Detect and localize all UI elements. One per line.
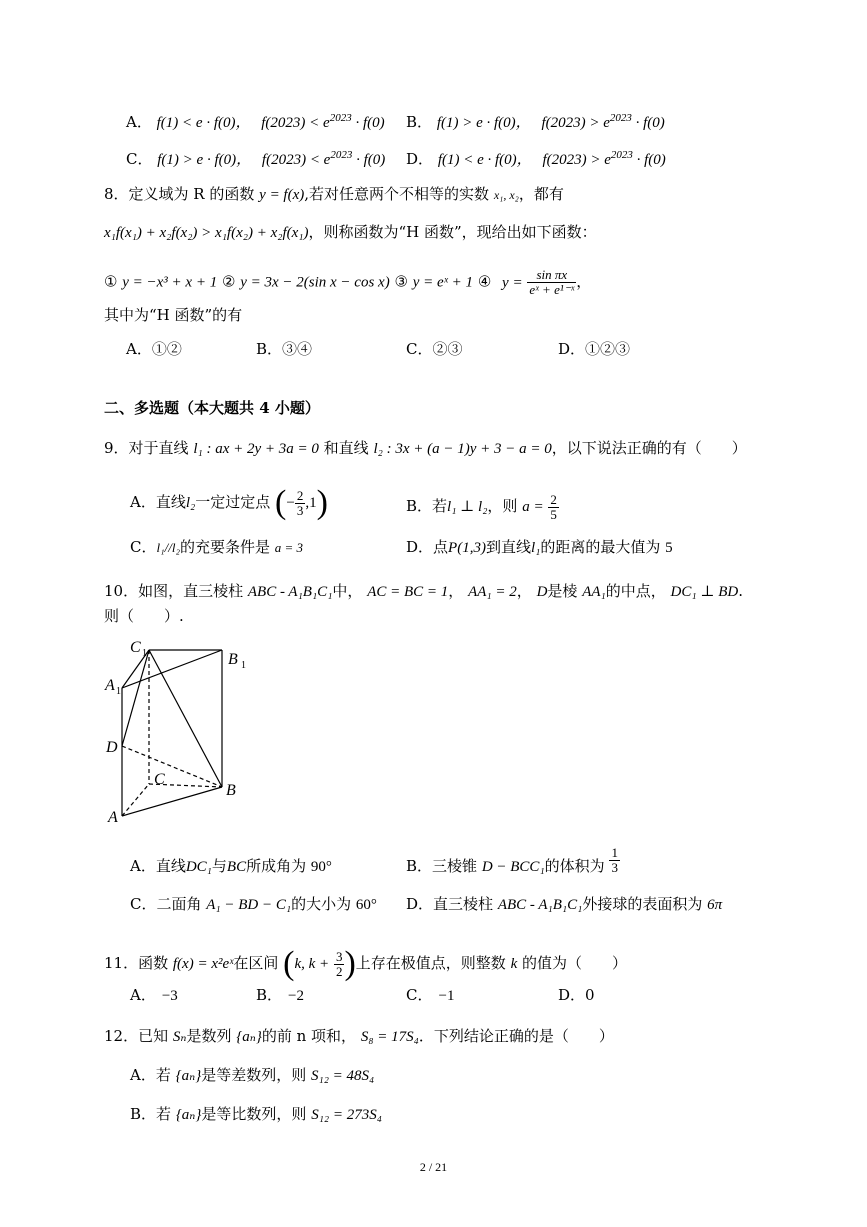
math: A₁ − BD − C₁ [206,897,292,913]
math: 5 [665,540,673,556]
option-text: ，则 [487,497,518,515]
math: {aₙ} [236,1029,262,1045]
math: l₁ : ax + 2y + 3a = 0 [193,441,319,457]
numerator: 2 [550,491,557,507]
option-text: 是等比数列，则 [201,1105,307,1123]
paren: ) [344,945,356,982]
option-text: f(1) < e · f(0)， [437,152,532,168]
edge-c1b [149,650,222,787]
circled-number: ② [221,272,236,291]
math: S₈ = 17S₄ [360,1029,419,1045]
option-text: 到直线 [485,538,531,556]
denominator: 2 [335,963,343,979]
math: D − BCC₁ [481,859,545,875]
math: ,1 [305,495,317,511]
q8-ask [104,305,242,325]
paren: ( [283,945,295,982]
option-text: D．直三棱柱 [406,895,494,913]
stem-text: ，则称函数为“H 函数”，现给出如下函数： [308,223,597,241]
q12-stem [104,1026,614,1047]
option-text: f(1) > e · f(0)， [157,152,252,168]
edge-db [122,746,222,787]
option-text: B．若 [130,1105,172,1123]
stem-text: ，都有 [518,185,564,203]
option-text: 所成角为 [246,857,307,875]
label-b: B [226,782,236,799]
option-label: B． [406,113,433,131]
stem-text: 的值为（ ） [522,954,628,972]
q8-stem [104,184,564,205]
section-heading: 二、多选题（本大题共 4 小题） [104,399,320,417]
label-a1: A [105,677,115,694]
stem-text: ， [576,272,592,291]
math: k [510,956,518,972]
stem-text: 11．函数 [104,954,169,972]
q9-option-d [406,537,673,558]
q10-option-d [406,894,722,915]
prism-figure [100,632,260,832]
numerator: 1 [611,845,618,860]
q7-option-b [406,108,665,133]
math: a = [522,499,544,515]
q7-option-d [406,145,666,170]
exponent: 2023 [329,112,352,124]
q8-option-b: B．③④ [256,340,313,358]
q8-option-d: D．①②③ [558,340,631,358]
fraction [609,846,620,875]
option-text: C．二面角 [130,895,202,913]
stem-text: ,若对任意两个不相等的实数 [304,185,490,203]
option-text: A．直线 [130,857,186,875]
option-label: B． [256,986,283,1004]
math: ABC - A₁B₁C₁ [497,897,583,913]
q8-option-a: A．①② [126,340,182,358]
option-text: f(1) > e · f(0)， [436,115,531,131]
q10-then: 则（ ）. [104,607,184,625]
option-label: A． [126,113,152,131]
option-text: A．直线 [130,493,186,511]
circled-number: ④ [477,272,492,291]
stem-text: 在区间 [233,954,279,972]
label-c1: C [130,639,141,656]
stem-text: 中， [332,582,363,600]
label-c: C [154,771,165,788]
math: S₁₂ = 273S₄ [311,1107,382,1123]
math: 6π [707,897,723,913]
q11-option-d: D．0 [558,986,595,1004]
label-a: A [108,809,118,826]
math: y = [502,274,523,291]
option-text: B．三棱锥 [406,857,478,875]
option-label: D． [406,150,434,168]
numerator: 3 [335,948,343,964]
math: l₁ [530,540,541,556]
math: −2 [288,988,304,1004]
stem-text: 的前 n 项和， [261,1027,357,1045]
math: −3 [161,988,178,1004]
math: − [286,495,295,511]
stem-text: 上存在极值点，则整数 [355,954,506,972]
q9-option-a [130,482,328,526]
math: {aₙ} [175,1107,202,1123]
math: k, k + [294,956,330,972]
numerator: 2 [296,487,304,503]
q8-option-c: C．②③ [406,340,463,358]
math: P(1,3) [448,540,486,556]
option-text: 的距离的最大值为 [540,538,661,556]
stem-text: 9．对于直线 [104,439,189,457]
edge-ab [122,787,222,816]
q10-option-a [130,856,332,877]
q11-option-b [256,985,304,1006]
denominator: 5 [550,506,557,522]
option-text: 的大小为 [291,895,352,913]
numerator: sin πx [527,268,576,283]
math: AA₁ = 2 [468,584,517,600]
option-text: C． [130,538,157,556]
option-text: 是等差数列，则 [201,1066,307,1084]
option-text: f(2023) < e [261,152,331,168]
fraction [295,489,306,518]
q12-option-b [130,1104,382,1125]
stem-text: 12．已知 [104,1027,169,1045]
denominator: eˣ + e¹⁻ˣ [529,282,575,297]
option-text: f(2023) < e [261,115,330,131]
q11-option-c [406,985,454,1006]
label-sub: 1 [241,660,246,671]
option-text: 的体积为 [544,857,605,875]
edge-ac [122,784,149,816]
option-text: 与 [211,857,227,875]
option-text: 的充要条件是 [179,538,270,556]
label-sub: 1 [116,686,121,697]
math: AA₁ [582,584,606,600]
stem-text: 是棱 [547,582,578,600]
stem-text: . [738,582,743,600]
math: x₁, x₂ [493,188,519,202]
math: ABC - A₁B₁C₁ [247,584,333,600]
edge-c1d [122,650,149,746]
math: 60° [355,897,377,913]
option-text: 外接球的表面积为 [582,895,703,913]
paren: ) [316,484,328,521]
option-label: C． [126,150,153,168]
option-text: A．若 [130,1066,171,1084]
stem-text: 和直线 [323,439,369,457]
math: x₁f(x₁) + x₂f(x₂) > x₁f(x₂) + x₂f(x₁) [104,225,309,241]
label-sub: 1 [142,648,147,659]
stem-text: 8．定义域为 R 的函数 [104,185,255,203]
math: DC₁ [185,859,212,875]
label-b1: B [228,651,238,668]
option-text: · f(0) [352,152,386,168]
stem-text: ，以下说法正确的有（ ） [551,439,747,457]
q10-stem [104,581,743,602]
q12-option-a [130,1065,374,1086]
math: {aₙ} [175,1068,202,1084]
stem-text: 其中为“H 函数”的有 [104,306,243,324]
math: y = −x³ + x + 1 [122,274,218,291]
q8-functions [104,268,591,297]
math: l₁ ⊥ l₂ [447,499,488,515]
q7-option-c [126,145,385,170]
exponent: 2023 [610,149,633,161]
paren: ( [275,484,287,521]
math: AC = BC = 1 [367,584,449,600]
option-text: · f(0) [351,115,385,131]
q10-option-b [406,846,620,887]
math: D [536,584,548,600]
math: y = f(x) [259,187,305,203]
math: y = 3x − 2(sin x − cos x) [240,274,390,291]
stem-text: 10．如图，直三棱柱 [104,582,244,600]
option-label: C． [406,986,433,1004]
math: f(x) = x²eˣ [172,956,234,972]
math: l₁//l₂ [156,540,180,555]
option-text: D．点 [406,538,449,556]
q11-stem [104,943,627,984]
stem-text: ．下列结论正确的是（ ） [418,1027,614,1045]
math: a = 3 [274,540,304,555]
fraction [548,493,559,522]
q9-option-c [130,537,303,558]
math: l₂ : 3x + (a − 1)y + 3 − a = 0 [373,441,552,457]
option-text: f(2023) > e [542,152,611,168]
q7-option-a [126,108,385,133]
option-text: · f(0) [632,152,666,168]
math: y = eˣ + 1 [412,274,474,291]
stem-text: ， [448,582,464,600]
circled-number: ③ [394,272,408,291]
q9-stem [104,438,747,459]
option-label: A． [130,986,156,1004]
fraction [527,268,576,297]
denominator: 3 [296,502,304,518]
stem-text: 是数列 [186,1027,232,1045]
math: −1 [438,988,455,1004]
math: Sₙ [172,1029,187,1045]
exponent: 2023 [609,112,632,124]
option-text: 一定过定点 [195,493,271,511]
option-text: f(2023) > e [541,115,610,131]
q10-option-c [130,894,377,915]
math: DC₁ ⊥ BD [670,584,739,600]
math: 90° [310,859,332,875]
circled-number: ① [104,272,118,291]
q9-option-b [406,486,559,527]
stem-text: ， [516,582,532,600]
page-number: 2 / 21 [419,1160,448,1174]
math: BC [226,859,247,875]
option-text: · f(0) [631,115,665,131]
q8-condition [104,222,597,243]
option-text: B．若 [406,497,448,515]
option-text: f(1) < e · f(0)， [156,115,251,131]
math: l₂ [185,495,196,511]
denominator: 3 [611,860,618,875]
fraction [334,950,345,979]
math: S₁₂ = 48S₄ [311,1068,375,1084]
label-d: D [106,739,118,756]
stem-text: 的中点， [605,582,666,600]
q11-option-a [130,985,178,1006]
exponent: 2023 [330,149,353,161]
